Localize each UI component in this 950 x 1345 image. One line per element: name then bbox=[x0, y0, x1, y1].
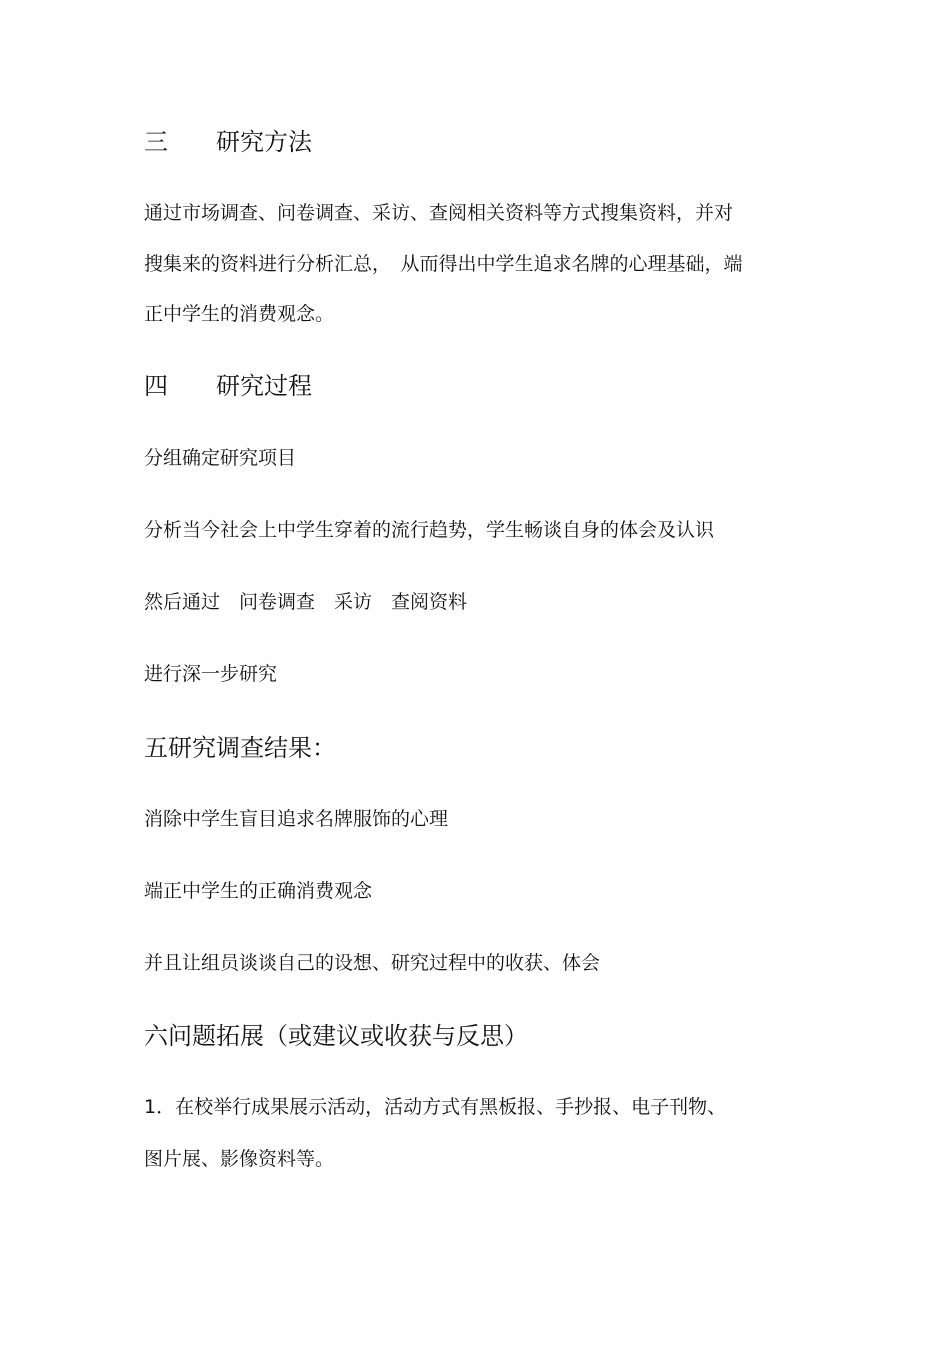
section-4-line-3: 然后通过 问卷调查 采访 查阅资料 bbox=[144, 591, 468, 613]
section-5-line-1: 消除中学生盲目追求名牌服饰的心理 bbox=[144, 808, 449, 830]
section-5-line-3: 并且让组员谈谈自己的设想、研究过程中的收获、体会 bbox=[144, 952, 601, 974]
section-3-paragraph-line-1: 通过市场调查、问卷调查、采访、查阅相关资料等方式搜集资料，并对 bbox=[144, 202, 734, 224]
section-4-line-2: 分析当今社会上中学生穿着的流行趋势，学生畅谈自身的体会及认识 bbox=[144, 519, 715, 541]
section-6-heading: 六问题拓展（或建议或收获与反思） bbox=[144, 1022, 528, 1050]
section-4-line-1: 分组确定研究项目 bbox=[144, 447, 297, 469]
section-4-heading: 四 研究过程 bbox=[144, 372, 312, 400]
section-6-item-1-line-2: 图片展、影像资料等。 bbox=[144, 1148, 335, 1170]
section-5-line-2: 端正中学生的正确消费观念 bbox=[144, 880, 373, 902]
section-4-line-4: 进行深一步研究 bbox=[144, 663, 278, 685]
section-3-paragraph-line-3: 正中学生的消费观念。 bbox=[144, 303, 335, 325]
section-5-heading: 五研究调查结果： bbox=[144, 734, 336, 762]
section-3-heading: 三 研究方法 bbox=[144, 128, 312, 156]
section-3-paragraph-line-2: 搜集来的资料进行分析汇总， 从而得出中学生追求名牌的心理基础，端 bbox=[144, 253, 743, 275]
section-6-item-1-line-1: 1．在校举行成果展示活动，活动方式有黑板报、手抄报、电子刊物、 bbox=[144, 1096, 727, 1118]
